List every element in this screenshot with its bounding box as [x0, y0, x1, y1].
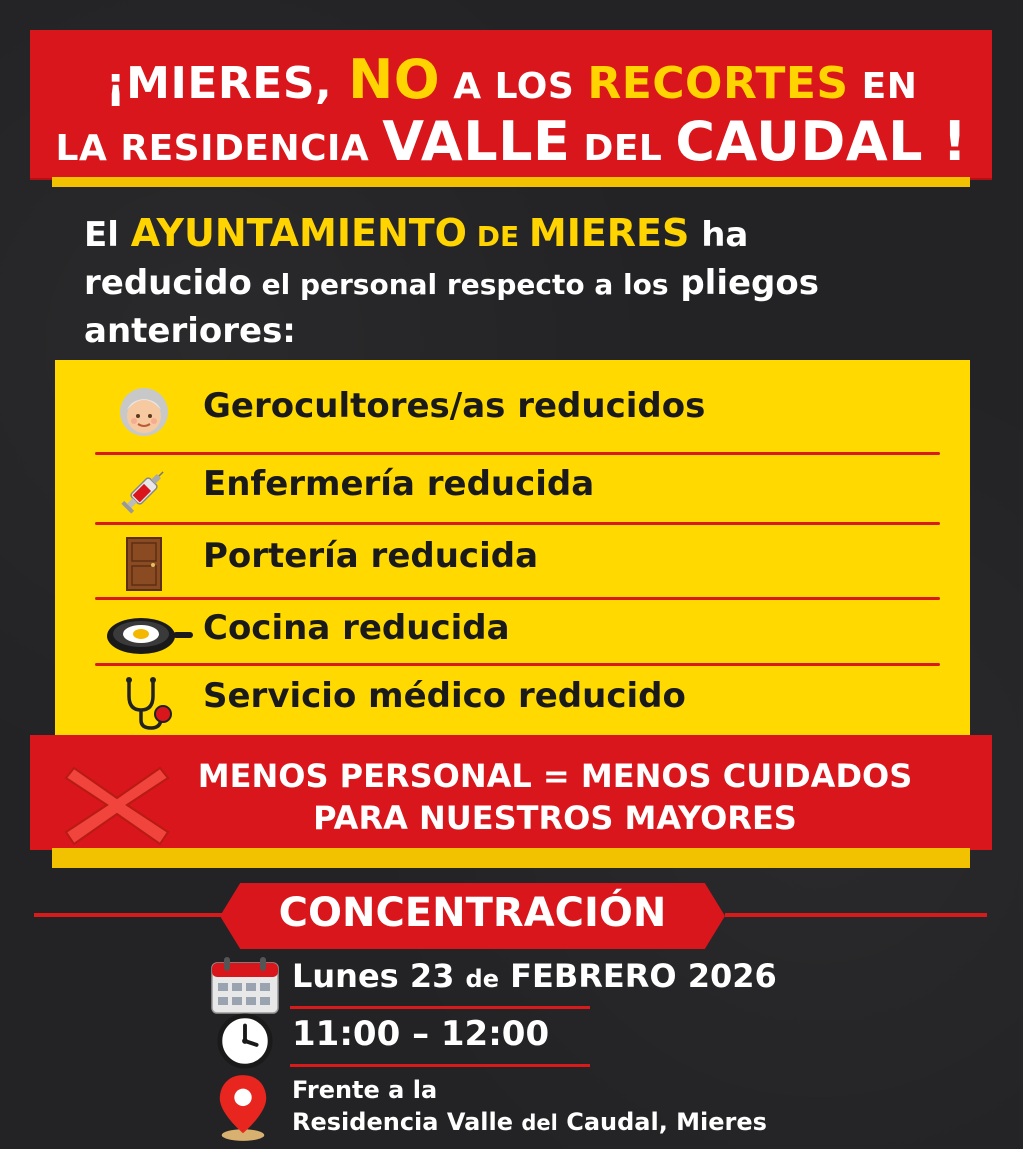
divider [725, 913, 987, 917]
list-item [55, 602, 970, 662]
reductions-list [55, 360, 970, 740]
list-item [55, 380, 970, 440]
list-item [55, 458, 970, 518]
divider [34, 913, 229, 917]
title-highlight-no: NO [348, 48, 441, 111]
place-text: Caudal, Mieres [557, 1108, 767, 1136]
divider [95, 663, 940, 666]
divider [290, 1006, 590, 1009]
title-text: DEL [570, 128, 676, 169]
date-text: de [465, 965, 499, 993]
clock-icon [216, 1012, 274, 1070]
intro-mieres: MIERES [528, 211, 690, 255]
intro-word: respecto a los [446, 268, 669, 301]
warning-line-1: MENOS PERSONAL = MENOS CUIDADOS [197, 757, 913, 795]
title-text: EN [848, 66, 918, 107]
intro-word: ha [689, 215, 749, 255]
event-place [292, 1074, 767, 1139]
warning-text [175, 755, 935, 839]
event-heading: CONCENTRACIÓN [278, 890, 667, 936]
list-item-label: Servicio médico reducido [203, 676, 686, 716]
title-text: LA RESIDENCIA [55, 128, 383, 169]
divider [95, 522, 940, 525]
intro-anteriores: anteriores: [84, 311, 296, 351]
divider [95, 452, 940, 455]
door-icon [117, 532, 171, 594]
stethoscope-icon [121, 676, 175, 730]
place-line-2 [292, 1106, 767, 1139]
location-pin-icon [214, 1072, 272, 1144]
divider [290, 1064, 590, 1067]
title-exclamation: ! [923, 110, 968, 173]
event-date [292, 957, 777, 995]
title-valle: VALLE [382, 110, 571, 173]
list-item [55, 530, 970, 590]
intro-text [84, 210, 984, 354]
syringe-icon [117, 464, 171, 518]
intro-reducido: reducido [84, 263, 252, 303]
title-underline [52, 177, 970, 187]
date-text: Lunes 23 [292, 957, 466, 995]
intro-de: DE [467, 220, 529, 253]
calendar-icon [210, 955, 280, 1015]
intro-word: El [84, 215, 131, 255]
intro-pliegos: pliegos [668, 263, 819, 303]
list-item-label: Portería reducida [203, 536, 539, 576]
title-text: ¡MIERES, [105, 58, 349, 109]
title-line-1 [0, 48, 1023, 111]
place-text: Residencia Valle [292, 1108, 522, 1136]
red-cross-x-icon [62, 760, 172, 850]
warning-line-2: PARA NUESTROS MAYORES [313, 799, 797, 837]
title-line-2 [0, 110, 1023, 173]
title-caudal: CAUDAL [675, 110, 924, 173]
list-item-label: Enfermería reducida [203, 464, 595, 504]
date-text: FEBRERO 2026 [498, 957, 777, 995]
intro-ayuntamiento: AYUNTAMIENTO [130, 211, 467, 255]
warning-underline [52, 848, 970, 868]
divider [95, 597, 940, 600]
place-line-1: Frente a la [292, 1076, 438, 1104]
elderly-woman-icon [117, 386, 171, 440]
title-text: A LOS [440, 66, 588, 107]
intro-word: el personal [251, 268, 447, 301]
title-highlight-recortes: RECORTES [587, 58, 849, 109]
event-time: 11:00 – 12:00 [292, 1014, 550, 1054]
list-item-label: Cocina reducida [203, 608, 510, 648]
list-item-label: Gerocultores/as reducidos [203, 386, 706, 426]
frying-pan-icon [103, 608, 193, 662]
list-item [55, 670, 970, 730]
place-text: del [521, 1111, 558, 1135]
